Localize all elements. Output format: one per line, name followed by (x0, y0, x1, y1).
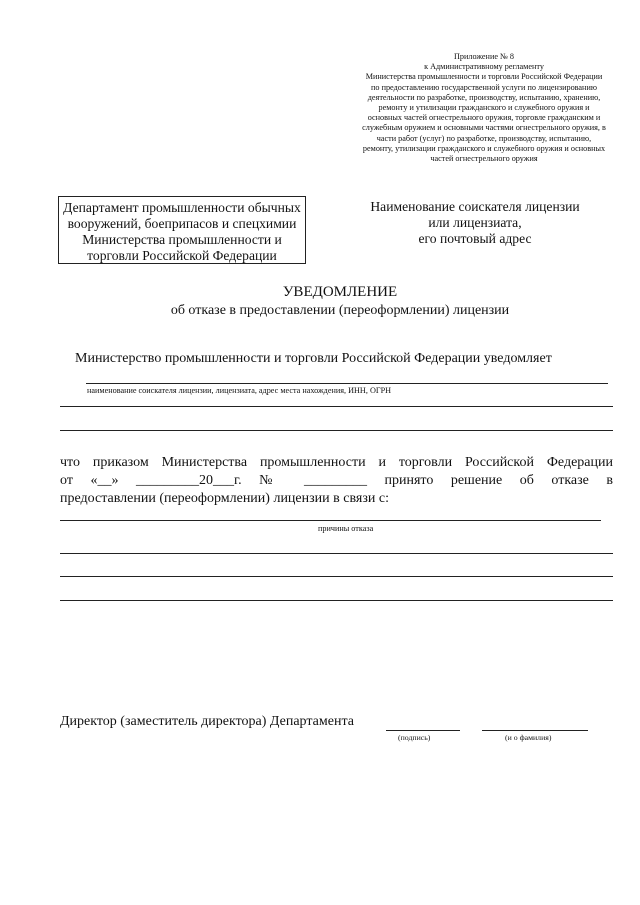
department-box (58, 196, 306, 264)
order-paragraph (60, 454, 613, 508)
applicant-details-line (60, 430, 613, 431)
appendix-line: Министерства промышленности и торговли Российской Федерации (365, 72, 603, 82)
appendix-line: частей огнестрельного оружия (430, 154, 538, 164)
applicant-address-block (350, 199, 600, 247)
department-line: Департамент промышленности обычных (63, 200, 301, 215)
applicant-line: его почтовый адрес (418, 231, 532, 246)
applicant-line: Наименование соискателя лицензии (370, 199, 580, 214)
appendix-line: основных частей огнестрельного оружия, торговле гражданским и (367, 113, 601, 123)
signature-line (386, 730, 460, 731)
signature-caption: (подпись) (398, 733, 431, 742)
department-line: вооружений, боеприпасов и спецхимии (67, 216, 297, 231)
department-line: Министерства промышленности и (82, 232, 282, 247)
appendix-line: части работ (услуг) по разработке, производству, испытанию, (376, 133, 592, 143)
appendix-line: деятельности по разработке, производству, испытанию, хранению, (367, 92, 601, 102)
order-line: предоставлении (переоформлении) лицензии в связи с: (60, 491, 389, 506)
signature-label: Директор (заместитель директора) Департамента (60, 714, 354, 729)
applicant-details-line (60, 406, 613, 407)
reasons-line (60, 520, 601, 521)
appendix-line: ремонту, утилизации гражданского и служебного оружия и основных (362, 143, 606, 153)
applicant-line: или лицензиата, (428, 215, 522, 230)
applicant-name-line (86, 383, 608, 384)
order-line: что приказом Министерства промышленности и торговли Российской Федерации (60, 455, 613, 470)
document-title: УВЕДОМЛЕНИЕ (282, 284, 398, 300)
reasons-line (60, 553, 613, 554)
appendix-line: к Административному регламенту (424, 62, 544, 72)
applicant-caption: наименование соискателя лицензии, лицензиата, адрес места нахождения, ИНН, ОГРН (87, 386, 392, 395)
appendix-line: ремонту и утилизации гражданского и служебного оружия и (378, 103, 590, 113)
order-line: от «__» _________20___г. № _________ принято решение об отказе в (60, 473, 613, 488)
reasons-caption: причины отказа (318, 524, 374, 533)
reasons-line (60, 576, 613, 577)
reasons-line (60, 600, 613, 601)
appendix-line: служебным оружием и основными частями огнестрельного оружия, в (362, 123, 606, 133)
notify-text: Министерство промышленности и торговли Российской Федерации уведомляет (75, 351, 552, 366)
document-subtitle: об отказе в предоставлении (переоформлении) лицензии (170, 303, 510, 318)
appendix-line: по предоставлению государственной услуги по лицензированию (371, 82, 597, 92)
name-caption: (и о фамилия) (505, 733, 552, 742)
name-line (482, 730, 588, 731)
department-line: торговли Российской Федерации (87, 248, 277, 263)
appendix-line: Приложение № 8 (454, 52, 514, 61)
appendix-header (350, 52, 618, 164)
